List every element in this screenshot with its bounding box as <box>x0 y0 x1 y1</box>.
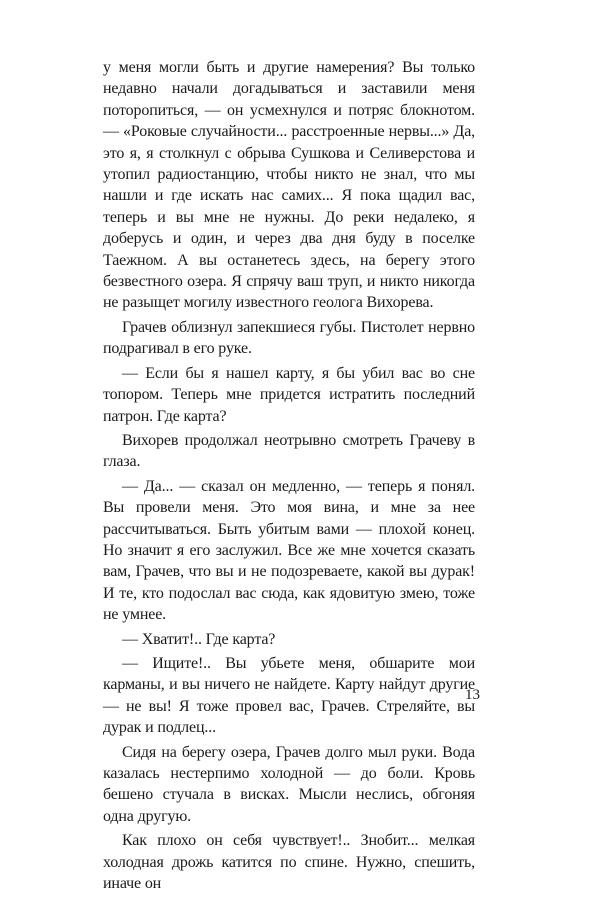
paragraph: Как плохо он себя чувствует!.. Знобит... мелкая холодная дрожь катится по спине. Нужно, спешить, иначе он <box>103 832 475 893</box>
dialogue-paragraph: — Ищите!.. Вы убьете меня, обшарите мои карманы, и вы ничего не найдете. Карту найдут другие — не вы! Я тоже провел вас, Грачев. Стреляйте, вы дурак и подлец... <box>103 654 475 737</box>
body-text <box>103 57 475 897</box>
dialogue-paragraph: — Если бы я нашел карту, я бы убил вас во сне топором. Теперь мне придется истратить последний патрон. Где карта? <box>103 364 475 425</box>
page-number: 13 <box>465 687 480 703</box>
dialogue-paragraph: — Да... — сказал он медленно, — теперь я понял. Вы провели меня. Это моя вина, и мне за нее рассчитываться. Быть убитым вами — плохой конец. Но значит я его заслужил. Все же мне хочется сказать вам, Грачев, что вы и не подозреваете, какой вы дурак! И те, кто подослал вас сюда, как ядовитую змею, тоже не умнее. <box>103 477 475 624</box>
paragraph-continued: у меня могли быть и другие намерения? Вы только недавно начали догадываться и заставили меня поторопиться, — он усмехнулся и потряс блокнотом. — «Роковые случайности... расстроенные нервы...» Да, это я, я столкнул с обрыва Сушкова и Селиверстова и утопил радиостанцию, чтобы никто не знал, что мы нашли и где искать нас самих... Я пока щадил вас, теперь и вы мне не нужны. До реки недалеко, я доберусь и один, и через два дня буду в поселке Таежном. А вы останетесь здесь, на берегу этого безвестного озера. Я спрячу ваш труп, и никто никогда не разыщет могилу известного геолога Вихорева. <box>103 59 475 312</box>
paragraph: Сидя на берегу озера, Грачев долго мыл руки. Вода казалась нестерпимо холодной — до боли. Кровь бешено стучала в висках. Мысли неслись, обгоняя одна другую. <box>103 743 475 825</box>
paragraph: Грачев облизнул запекшиеся губы. Пистолет нервно подрагивал в его руке. <box>103 318 475 358</box>
paragraph: Вихорев продолжал неотрывно смотреть Грачеву в глаза. <box>103 431 475 471</box>
dialogue-paragraph: — Хватит!.. Где карта? <box>122 630 276 648</box>
